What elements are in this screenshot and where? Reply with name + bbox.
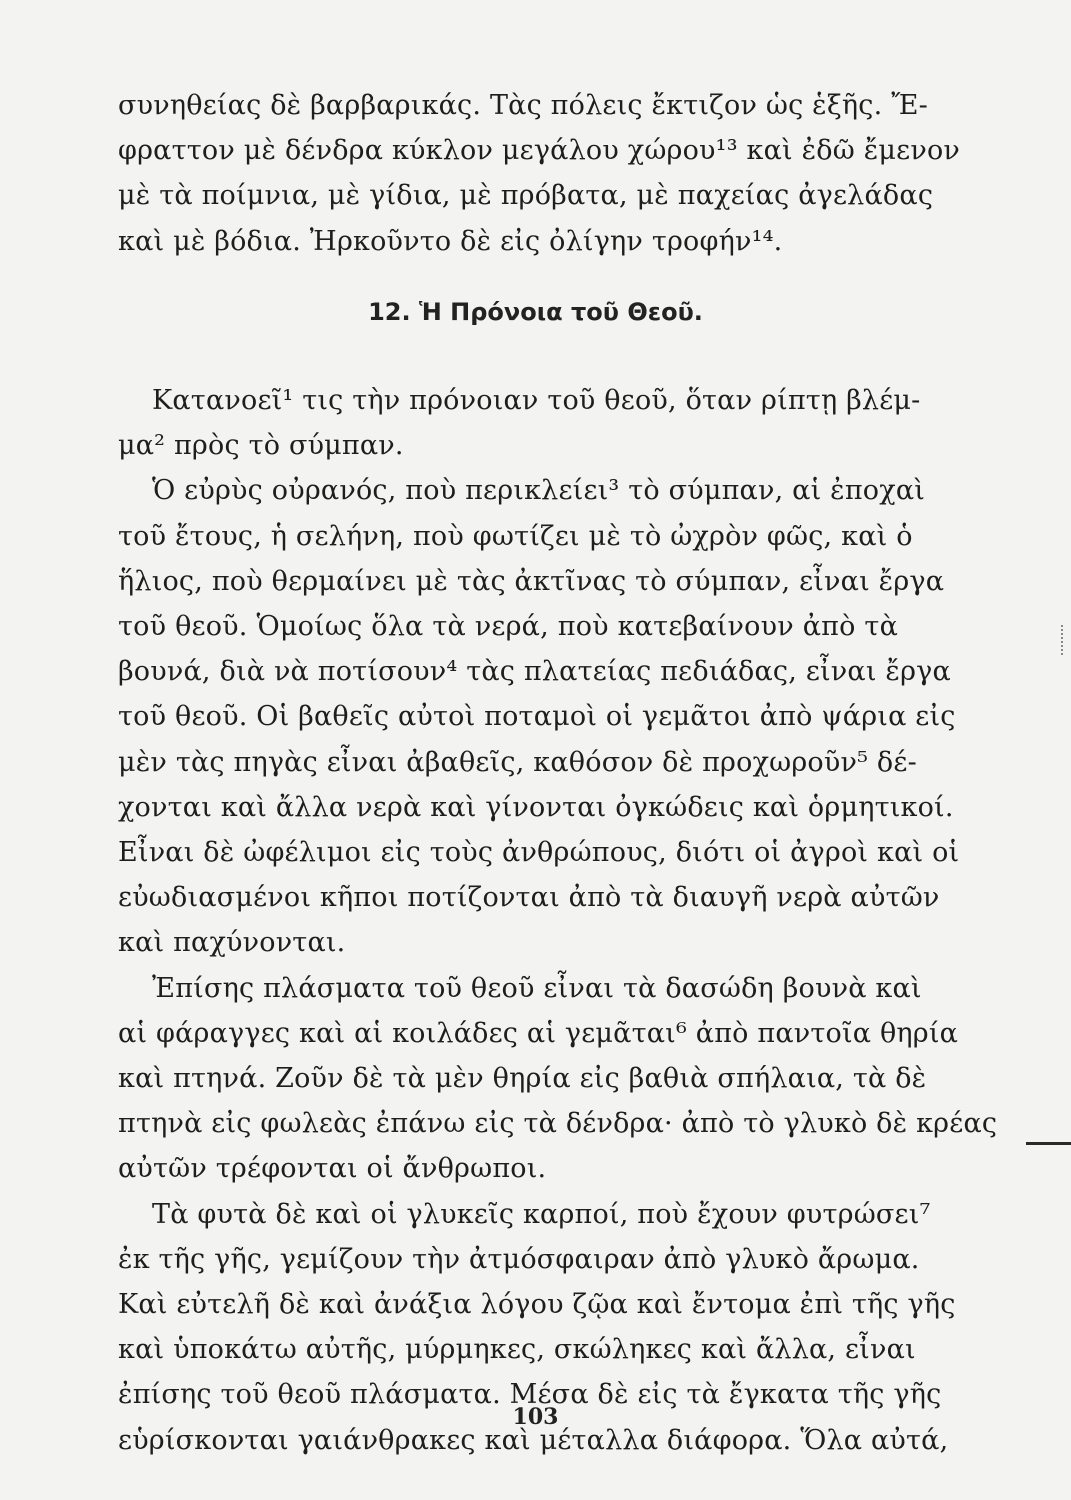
text-line: πτηνὰ εἰς φωλεὰς ἐπάνω εἰς τὰ δένδρα· ἀπὸ τὸ γλυκὸ δὲ κρέας: [118, 1108, 998, 1139]
text-line: μα² πρὸς τὸ σύμπαν.: [118, 430, 404, 461]
text-line: καὶ πτηνά. Ζοῦν δὲ τὰ μὲν θηρία εἰς βαθιὰ σπήλαια, τὰ δὲ: [118, 1063, 927, 1094]
text-line: Ἐπίσης πλάσματα τοῦ θεοῦ εἶναι τὰ δασώδη βουνὰ καὶ: [152, 973, 922, 1004]
page-number: 103: [512, 1404, 559, 1430]
text-line: Εἶναι δὲ ὠφέλιμοι εἰς τοὺς ἀνθρώπους, διότι οἱ ἀγροὶ καὶ οἱ: [118, 837, 960, 868]
text-line: τοῦ θεοῦ. Ὁμοίως ὅλα τὰ νερά, ποὺ κατεβαίνουν ἀπὸ τὰ: [118, 611, 898, 642]
text-line: φραττον μὲ δένδρα κύκλον μεγάλου χώρου¹³ καὶ ἐδῶ ἔμενον: [118, 135, 961, 166]
text-line: καὶ ὑποκάτω αὐτῆς, μύρμηκες, σκώληκες καὶ ἄλλα, εἶναι: [118, 1334, 916, 1365]
text-line: μὲν τὰς πηγὰς εἶναι ἀβαθεῖς, καθόσον δὲ προχωροῦν⁵ δέ-: [118, 747, 917, 778]
text-line: Κατανοεῖ¹ τις τὴν πρόνοιαν τοῦ θεοῦ, ὅταν ρίπτῃ βλέμ-: [152, 385, 921, 416]
margin-dash-mark: [1026, 1142, 1071, 1145]
text-line: βουνά, διὰ νὰ ποτίσουν⁴ τὰς πλατείας πεδιάδας, εἶναι ἔργα: [118, 656, 951, 687]
text-line: αἱ φάραγγες καὶ αἱ κοιλάδες αἱ γεμᾶται⁶ ἀπὸ παντοῖα θηρία: [118, 1018, 959, 1049]
text-line: χονται καὶ ἄλλα νερὰ καὶ γίνονται ὀγκώδεις καὶ ὁρμητικοί.: [118, 792, 954, 823]
text-line: Καὶ εὐτελῆ δὲ καὶ ἀνάξια λόγου ζῷα καὶ ἔντομα ἐπὶ τῆς γῆς: [118, 1289, 956, 1320]
text-line: καὶ παχύνονται.: [118, 927, 346, 958]
text-line: ἥλιος, ποὺ θερμαίνει μὲ τὰς ἀκτῖνας τὸ σύμπαν, εἶναι ἔργα: [118, 566, 945, 597]
margin-dots-mark: [1061, 625, 1065, 655]
section-heading: 12. Ἡ Πρόνοια τοῦ Θεοῦ.: [368, 298, 703, 326]
text-line: Ὁ εὐρὺς οὐρανός, ποὺ περικλείει³ τὸ σύμπαν, αἱ ἐποχαὶ: [152, 475, 926, 506]
text-line: μὲ τὰ ποίμνια, μὲ γίδια, μὲ πρόβατα, μὲ παχείας ἀγελάδας: [118, 180, 934, 211]
text-line: εὐωδιασμένοι κῆποι ποτίζονται ἀπὸ τὰ διαυγῆ νερὰ αὐτῶν: [118, 882, 940, 913]
text-line: τοῦ ἔτους, ἡ σελήνη, ποὺ φωτίζει μὲ τὸ ὠχρὸν φῶς, καὶ ὁ: [118, 521, 913, 552]
text-line: εὑρίσκονται γαιάνθρακες καὶ μέταλλα διάφορα. Ὅλα αὐτά,: [118, 1425, 949, 1456]
text-line: αὐτῶν τρέφονται οἱ ἄνθρωποι.: [118, 1153, 547, 1184]
text-line: καὶ μὲ βόδια. Ἠρκοῦντο δὲ εἰς ὀλίγην τροφήν¹⁴.: [118, 226, 783, 257]
text-line: ἐκ τῆς γῆς, γεμίζουν τὴν ἀτμόσφαιραν ἀπὸ γλυκὸ ἄρωμα.: [118, 1244, 920, 1275]
text-line: ἐπίσης τοῦ θεοῦ πλάσματα. Μέσα δὲ εἰς τὰ ἔγκατα τῆς γῆς: [118, 1379, 942, 1410]
text-line: τοῦ θεοῦ. Οἱ βαθεῖς αὐτοὶ ποταμοὶ οἱ γεμᾶτοι ἀπὸ ψάρια εἰς: [118, 701, 956, 732]
text-line: Τὰ φυτὰ δὲ καὶ οἱ γλυκεῖς καρποί, ποὺ ἔχουν φυτρώσει⁷: [152, 1199, 931, 1230]
text-line: συνηθείας δὲ βαρβαρικάς. Τὰς πόλεις ἔκτιζον ὡς ἑξῆς. Ἔ-: [118, 90, 928, 121]
